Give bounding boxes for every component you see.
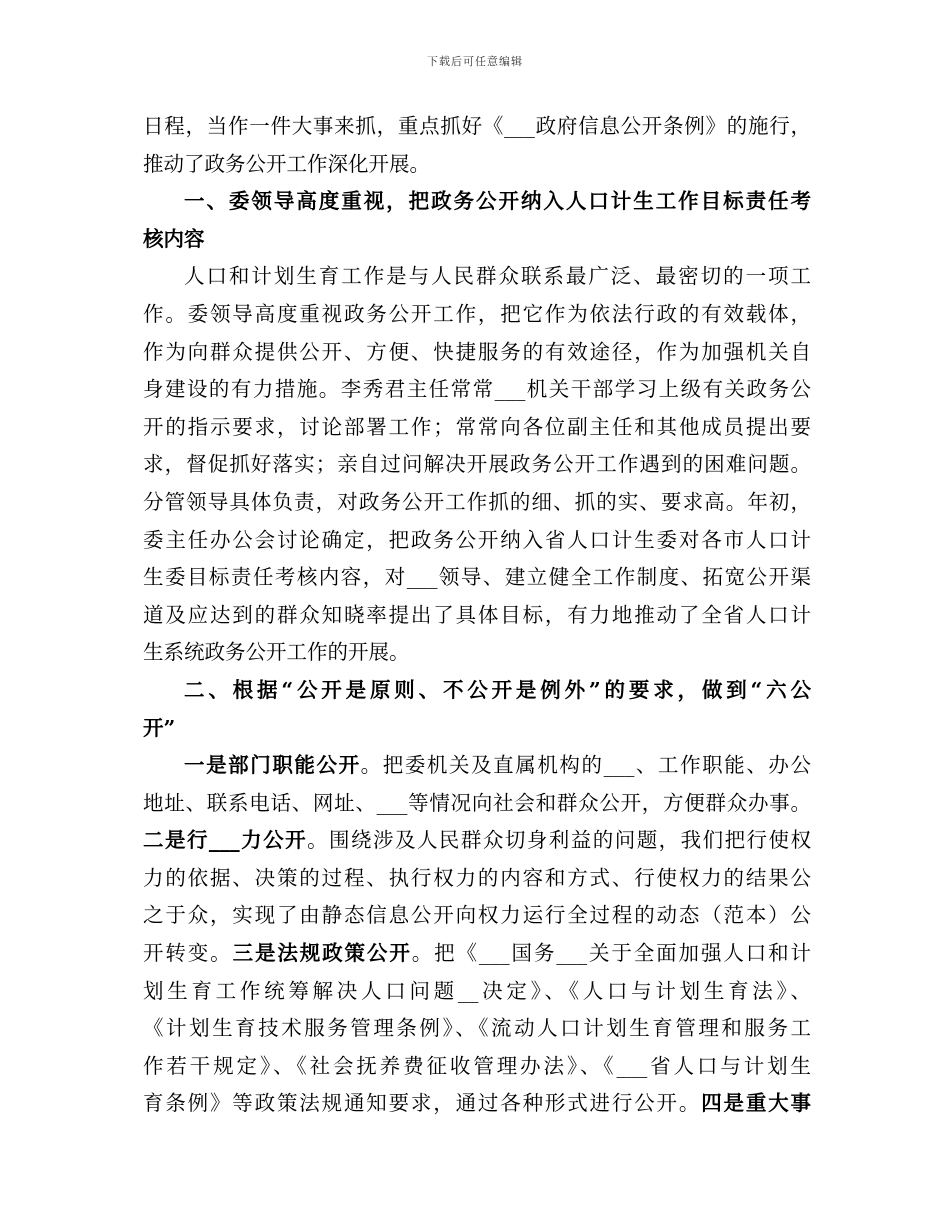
text-line: 力的依据、决策的过程、执行权力的内容和方式、行使权力的结果公	[143, 865, 811, 890]
text-line	[143, 1085, 811, 1123]
bold-phrase: 二是行___力公开	[143, 828, 308, 853]
text-span: 开转变。	[143, 941, 233, 966]
text-line: 之于众，实现了由静态信息公开向权力运行全过程的动态（范本）公	[143, 903, 811, 928]
heading-line: 开”	[143, 715, 176, 740]
text-line: 生系统政务公开工作的开展。	[143, 640, 410, 665]
text-line	[143, 747, 811, 785]
page-header: 下载后可任意编辑	[427, 55, 523, 68]
bold-phrase: 四是重大事	[701, 1091, 811, 1116]
text-line: 委主任办公会讨论确定，把政务公开纳入省人口计生委对各市人口计	[143, 527, 811, 552]
text-line: 《计划生育技术服务管理条例》、《流动人口计划生育管理和服务工	[143, 1016, 811, 1041]
document-body	[143, 108, 811, 1123]
text-line: 划生育工作统筹解决人口问题__决定》、《人口与计划生育法》、	[143, 978, 811, 1003]
bold-phrase: 一是部门职能公开	[184, 753, 361, 778]
text-line: 作。委领导高度重视政务公开工作，把它作为依法行政的有效载体，	[143, 301, 811, 326]
heading-line: 核内容	[143, 226, 205, 251]
paragraph-section-2	[143, 747, 811, 1123]
text-line: 道及应达到的群众知晓率提出了具体目标，有力地推动了全省人口计	[143, 602, 811, 627]
text-line: 生委目标责任考核内容，对___领导、建立健全工作制度、拓宽公开渠	[143, 565, 811, 590]
paragraph-section-1	[143, 258, 811, 672]
text-line: 作为向群众提供公开、方便、快捷服务的有效途径，作为加强机关自	[143, 339, 811, 364]
text-line: 日程，当作一件大事来抓，重点抓好《___政府信息公开条例》的施行，	[143, 114, 811, 138]
text-line	[143, 822, 811, 860]
bold-phrase: 三是法规政策公开	[232, 941, 412, 966]
text-line: 身建设的有力措施。李秀君主任常常___机关干部学习上级有关政务公	[143, 377, 811, 402]
text-line: 地址、联系电话、网址、___等情况向社会和群众公开，方便群众办事。	[143, 790, 811, 815]
section-heading-1	[143, 183, 811, 258]
text-line	[143, 935, 811, 973]
heading-line: 二、根据“公开是原则、不公开是例外”的要求，做到“六公	[184, 677, 811, 702]
text-line: 人口和计划生育工作是与人民群众联系最广泛、最密切的一项工	[184, 264, 811, 289]
text-span: 。把《___国务___关于全面加强人口和计	[411, 941, 811, 966]
text-line: 求，督促抓好落实；亲自过问解决开展政务公开工作遇到的困难问题。	[143, 452, 811, 477]
text-span: 。把委机关及直属机构的___、工作职能、办公	[360, 753, 811, 778]
text-line: 推动了政务公开工作深化开展。	[143, 151, 430, 176]
text-span: 。围绕涉及人民群众切身利益的问题，我们把行使权	[307, 828, 811, 853]
text-span: 育条例》等政策法规通知要求，通过各种形式进行公开。	[143, 1091, 702, 1116]
text-line: 开的指示要求，讨论部署工作；常常向各位副主任和其他成员提出要	[143, 414, 811, 439]
text-line: 作若干规定》、《社会抚养费征收管理办法》、《___省人口与计划生	[143, 1053, 811, 1078]
paragraph-intro	[143, 108, 811, 183]
section-heading-2	[143, 672, 811, 747]
heading-line: 一、委领导高度重视，把政务公开纳入人口计生工作目标责任考	[184, 189, 811, 214]
text-line: 分管领导具体负责，对政务公开工作抓的细、抓的实、要求高。年初，	[143, 489, 811, 514]
